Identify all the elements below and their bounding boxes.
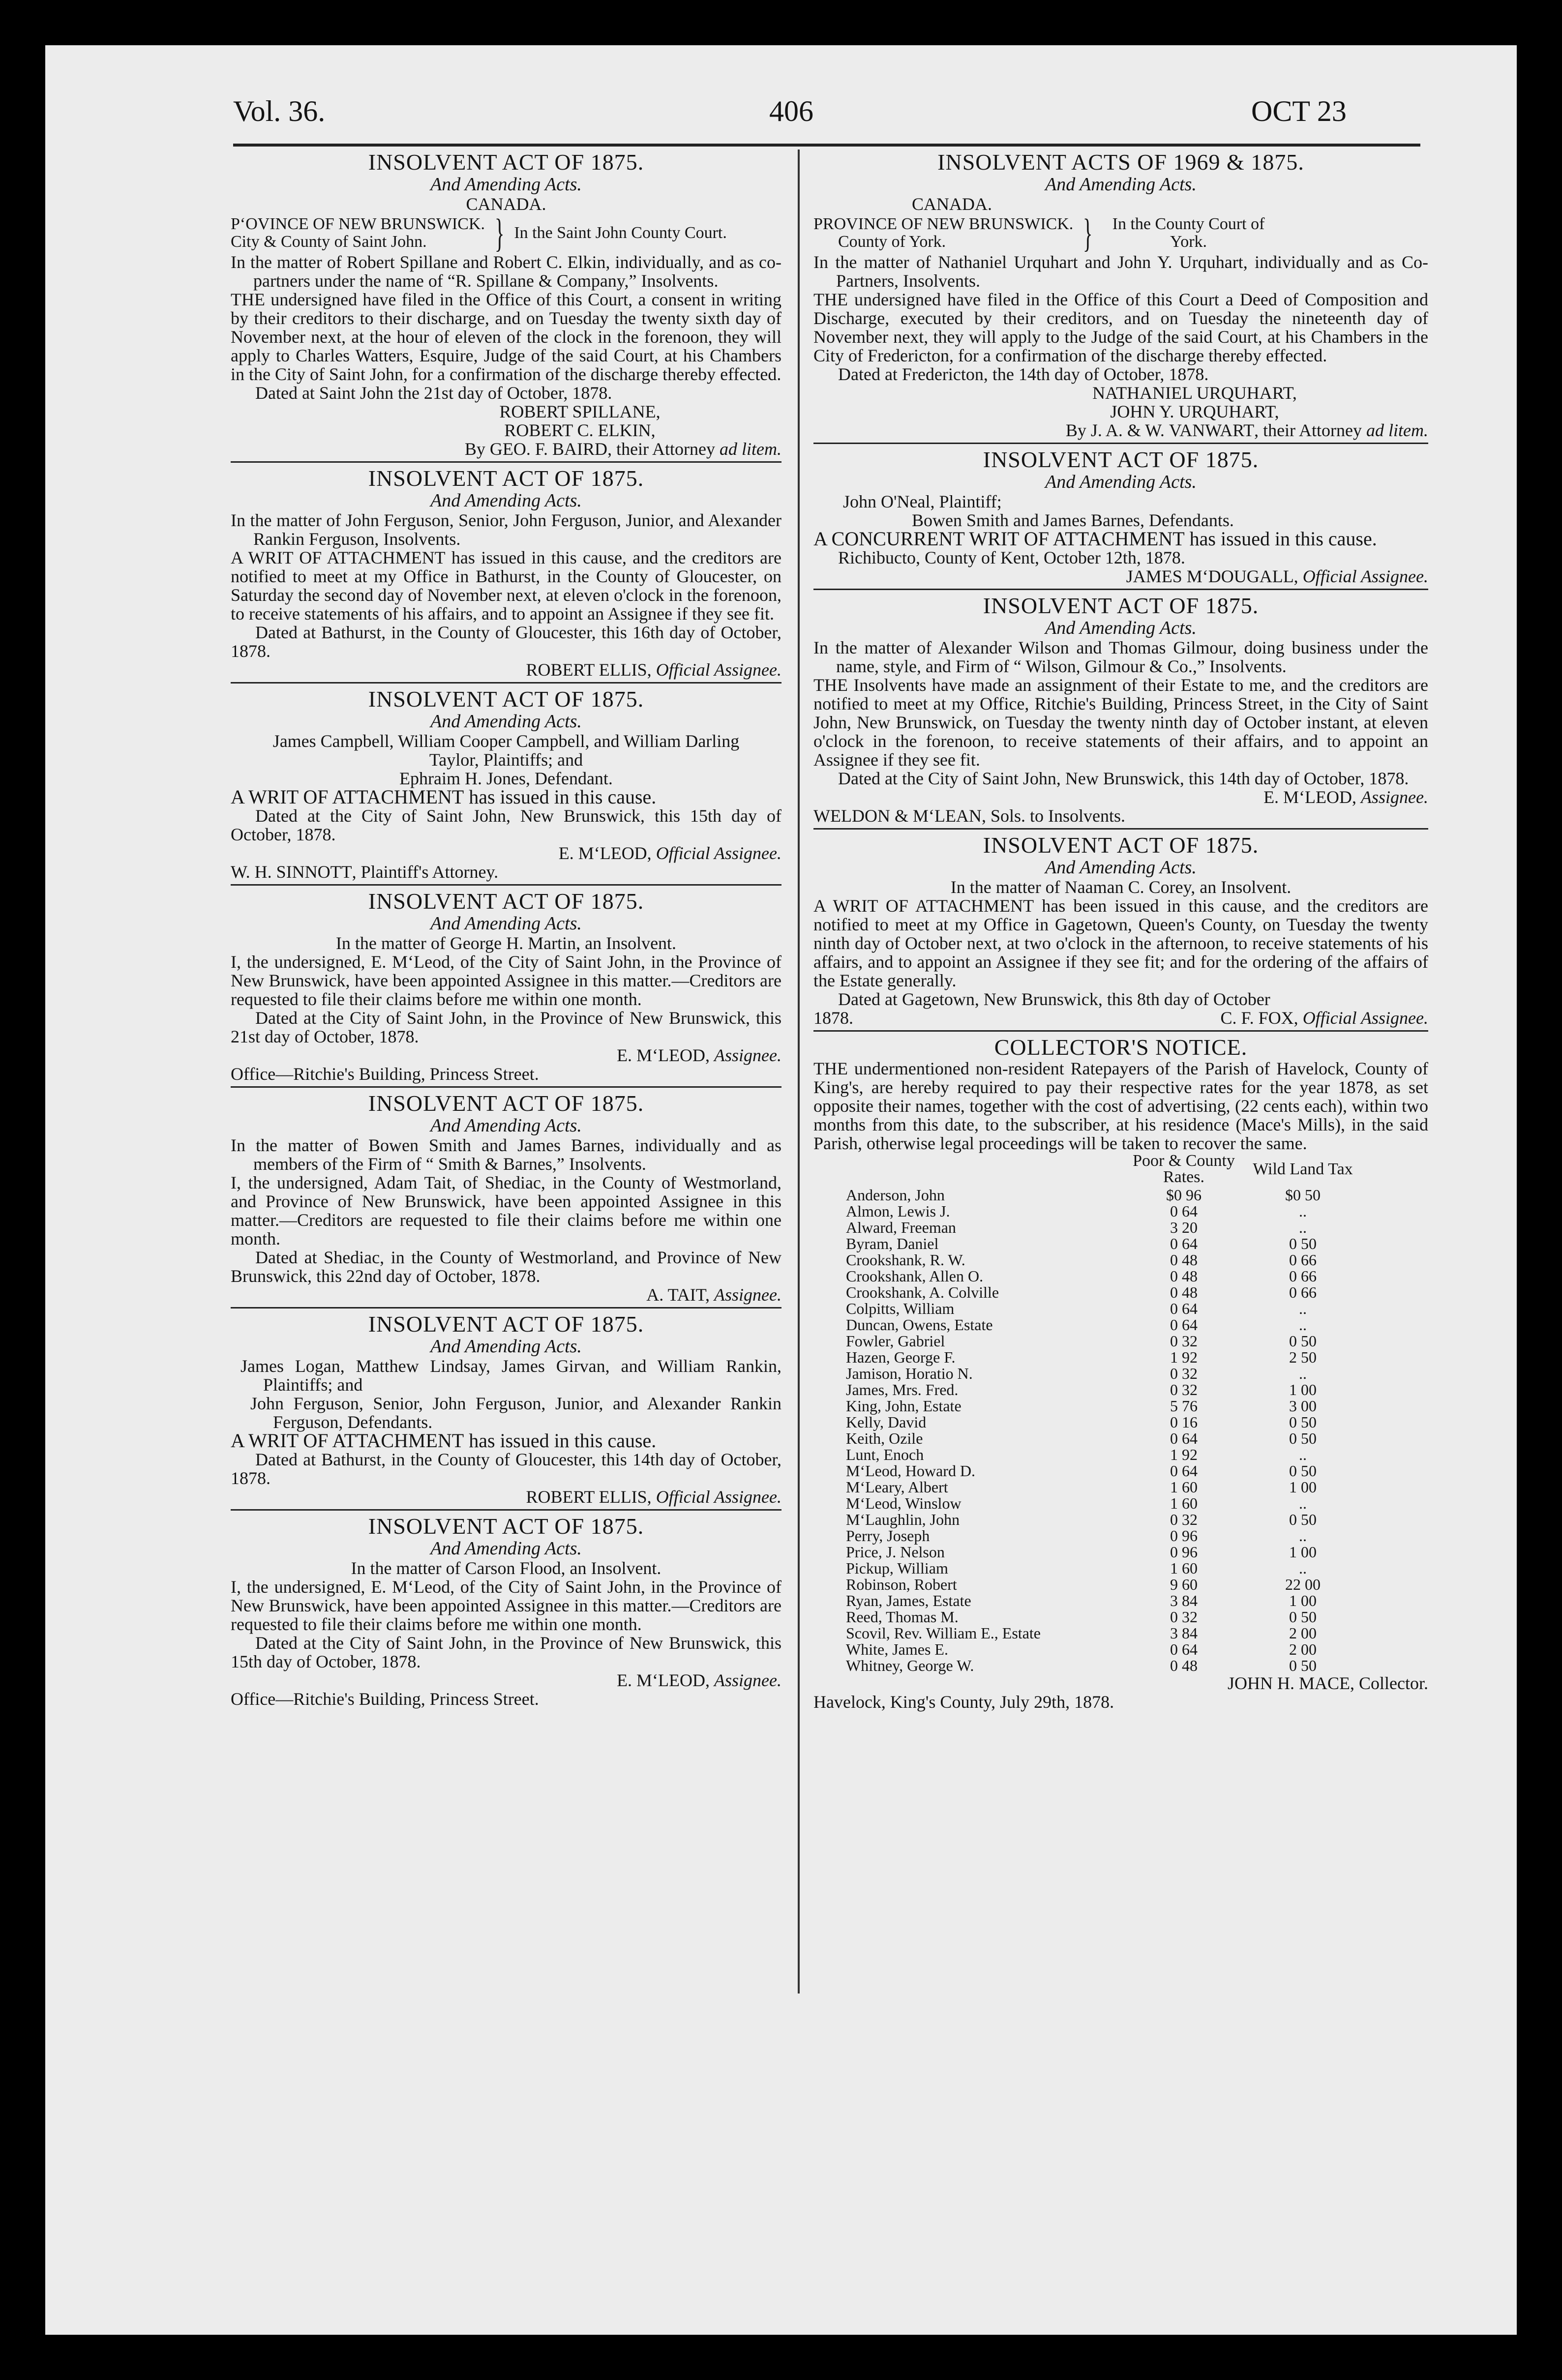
dated-line: Dated at Bathurst, in the County of Gloucester, this 14th day of October, 1878. bbox=[231, 1450, 781, 1488]
collectors-notice bbox=[813, 1030, 1428, 1714]
matter-text: In the matter of Bowen Smith and James Barnes, individually and as members of the Firm of “ Smith & Barnes,” Insolvents. bbox=[231, 1135, 781, 1174]
signer-title: Official Assignee. bbox=[656, 1487, 781, 1507]
table-row bbox=[843, 1479, 1362, 1495]
poor-county-rate: 0 32 bbox=[1170, 1332, 1198, 1350]
notice-smith-barnes bbox=[231, 1086, 781, 1307]
ratepayer-name: Robinson, Robert bbox=[846, 1576, 957, 1593]
poor-county-rate: 5 76 bbox=[1170, 1397, 1198, 1415]
notice-body: THE undersigned have filed in the Office of this Court a Deed of Composition and Discharge, executed by their creditors, and on Tuesday the nineteenth day of November next, they will apply to the Judge of the said Court, at his Chambers in the City of Fredericton, for a confirmation of the discharge thereby effected. bbox=[813, 290, 1428, 365]
wild-land-tax: 2 00 bbox=[1289, 1640, 1317, 1658]
signer-title: Official Assignee. bbox=[1302, 1008, 1428, 1028]
notice-body: THE Insolvents have made an assignment of their Estate to me, and the creditors are notified to meet at my Office, Ritchie's Building, Princess Street, in the City of Saint John, New Brunswick, on Tuesday the twenty ninth day of October instant, at eleven o'clock in the forenoon, to receive statements of their affairs, and to appoint an Assignee if they see fit. bbox=[813, 675, 1428, 770]
table-row bbox=[843, 1528, 1362, 1544]
notice-body: I, the undersigned, Adam Tait, of Shediac, in the County of Westmorland, and Province of New Brunswick, have been appointed Assignee in this matter.—Creditors are requested to file their claims before me within one month. bbox=[231, 1173, 781, 1249]
notice-body bbox=[231, 548, 781, 623]
table-row bbox=[843, 1236, 1362, 1252]
wild-land-tax: 3 00 bbox=[1289, 1397, 1317, 1415]
signature bbox=[231, 1046, 781, 1065]
matter-text: In the matter of Naaman C. Corey, an Insolvent. bbox=[950, 877, 1292, 897]
notice-subtitle: And Amending Acts. bbox=[430, 1336, 582, 1357]
signer: E. M‘LEOD, bbox=[1263, 787, 1361, 807]
poor-county-rate: 0 64 bbox=[1170, 1316, 1198, 1334]
dated-line: Dated at Shediac, in the County of Westmorland, and Province of New Brunswick, this 22nd day of October, 1878. bbox=[231, 1248, 781, 1286]
matter-text: In the matter of Alexander Wilson and Thomas Gilmour, doing business under the name, style, and Firm of “ Wilson, Gilmour & Co.,” Insolvents. bbox=[813, 638, 1428, 676]
wild-land-tax: .. bbox=[1299, 1300, 1307, 1317]
poor-county-rate: 3 20 bbox=[1170, 1219, 1198, 1236]
poor-county-rate: $0 96 bbox=[1166, 1186, 1202, 1204]
wild-land-tax: 0 50 bbox=[1289, 1332, 1317, 1350]
notice-body: I, the undersigned, E. M‘Leod, of the City of Saint John, in the Province of New Brunswick, have been appointed Assignee in this matter.—Creditors are requested to file their claims before me within one month. bbox=[231, 1577, 781, 1634]
by-prefix: By bbox=[464, 439, 490, 459]
parties-text: James Campbell, William Cooper Campbell, and William Darling Taylor, Plaintiffs; and bbox=[272, 731, 740, 770]
signer-title: Assignee. bbox=[714, 1670, 781, 1690]
ratepayer-name: Pickup, William bbox=[846, 1559, 948, 1577]
table-row bbox=[843, 1203, 1362, 1220]
writ-label: A WRIT OF ATTACHMENT bbox=[813, 896, 1034, 916]
notice-subtitle: And Amending Acts. bbox=[1045, 857, 1197, 878]
column-divider bbox=[798, 149, 800, 1993]
notice-body: I, the undersigned, E. M‘Leod, of the City of Saint John, in the Province of New Brunswick, have been appointed Assignee in this matter.—Creditors are requested to file their claims before me within one month. bbox=[231, 952, 781, 1009]
brace-glyph: } bbox=[1083, 210, 1093, 255]
writ-rest: has issued in this cause. bbox=[1184, 528, 1377, 550]
wild-land-tax: 0 66 bbox=[1289, 1283, 1317, 1301]
notice-title: INSOLVENT ACT OF 1875. bbox=[368, 466, 644, 491]
notice-subtitle: And Amending Acts. bbox=[430, 490, 582, 511]
table-row bbox=[843, 1398, 1362, 1414]
attorney-name: W. H. SINNOTT bbox=[231, 862, 352, 882]
ratepayer-name: Crookshank, Allen O. bbox=[846, 1267, 984, 1285]
signer-title: Assignee. bbox=[1361, 787, 1428, 807]
canada-heading: CANADA. bbox=[466, 194, 546, 214]
poor-county-rate: 0 64 bbox=[1170, 1300, 1198, 1317]
poor-county-rate: 3 84 bbox=[1170, 1592, 1198, 1609]
signature: JOHN Y. URQUHART, bbox=[1110, 402, 1279, 421]
ratepayer-name: Perry, Joseph bbox=[846, 1527, 930, 1545]
signature: NATHANIEL URQUHART, bbox=[1092, 383, 1297, 403]
wild-land-tax: 0 50 bbox=[1289, 1429, 1317, 1447]
attorney-name: GEO. F. BAIRD bbox=[489, 439, 608, 459]
wild-land-tax: .. bbox=[1299, 1494, 1307, 1512]
signer: ROBERT ELLIS, bbox=[526, 660, 656, 680]
wild-land-tax: 0 50 bbox=[1289, 1235, 1317, 1252]
dated-line: Dated at Saint John the 21st day of October, 1878. bbox=[255, 383, 612, 403]
court-county: York. bbox=[1170, 233, 1207, 251]
ratepayer-name: Colpitts, William bbox=[846, 1300, 955, 1317]
matter-text: In the matter of Nathaniel Urquhart and John Y. Urquhart, individually and as Co-Partners, Insolvents. bbox=[813, 252, 1428, 291]
ratepayer-name: Fowler, Gabriel bbox=[846, 1332, 945, 1350]
ratepayer-name: Reed, Thomas M. bbox=[846, 1608, 959, 1626]
wild-land-tax: .. bbox=[1299, 1559, 1307, 1577]
notice-title: INSOLVENT ACTS OF 1969 & 1875. bbox=[937, 149, 1304, 175]
poor-county-rate: 1 60 bbox=[1170, 1494, 1198, 1512]
office-line: Office—Ritchie's Building, Princess Street. bbox=[231, 1064, 539, 1084]
defendants-text: John Ferguson, Senior, John Ferguson, Junior, and Alexander Rankin Ferguson, Defendants. bbox=[250, 1394, 781, 1432]
table-row bbox=[843, 1333, 1362, 1349]
signer-title: Official Assignee. bbox=[1302, 566, 1428, 586]
ratepayer-name: Whitney, George W. bbox=[846, 1657, 974, 1674]
county-line: County of York. bbox=[838, 233, 946, 251]
ratepayer-name: Crookshank, R. W. bbox=[846, 1251, 965, 1269]
body-text: has issued in this cause, and the creditors are notified to meet at my Office in Bathurst, in the County of Gloucester, on Saturday the second day of November next, at eleven o'clock in the forenoon, to receive statements of his affairs, and to appoint an Assignee if they see fit. bbox=[231, 548, 781, 624]
notice-urquhart bbox=[813, 150, 1428, 443]
signer-title: Assignee. bbox=[714, 1285, 781, 1305]
collector-signature: JOHN H. MACE, Collector. bbox=[1228, 1673, 1428, 1693]
dated-signature-row bbox=[813, 1009, 1428, 1027]
ratepayer-name: Hazen, George F. bbox=[846, 1348, 956, 1366]
wild-land-tax: 0 66 bbox=[1289, 1267, 1317, 1285]
ratepayer-name: Duncan, Owens, Estate bbox=[846, 1316, 993, 1334]
wild-land-tax: 0 50 bbox=[1289, 1511, 1317, 1528]
ratepayer-name: Scovil, Rev. William E., Estate bbox=[846, 1624, 1041, 1642]
volume-number: Vol. 36. bbox=[233, 95, 326, 127]
dated-line: Dated at the City of Saint John, New Brunswick, this 14th day of October, 1878. bbox=[838, 769, 1409, 788]
notice-body: THE undersigned have filed in the Office of this Court, a consent in writing by their creditors to their discharge, and on Tuesday the twenty sixth day of November next, at the hour of eleven of the clock in the forenoon, they will apply to Charles Watters, Esquire, Judge of the said Court, at his Chambers in the City of Saint John, for a confirmation of the discharge thereby effected. bbox=[231, 290, 781, 384]
header-rule bbox=[233, 144, 1420, 147]
poor-county-rate: 1 92 bbox=[1170, 1348, 1198, 1366]
dated-line: Dated at the City of Saint John, in the Province of New Brunswick, this 21st day of October, 1878. bbox=[231, 1008, 781, 1046]
wild-land-tax: 1 00 bbox=[1289, 1592, 1317, 1609]
wild-land-tax: .. bbox=[1299, 1365, 1307, 1382]
signer: E. M‘LEOD, bbox=[558, 843, 656, 863]
table-header bbox=[843, 1153, 1362, 1187]
notice-flood bbox=[231, 1509, 781, 1711]
poor-county-rate: 0 48 bbox=[1170, 1251, 1198, 1269]
signature: ROBERT C. ELKIN, bbox=[504, 420, 656, 440]
notice-spillane-elkin bbox=[231, 150, 781, 461]
ratepayer-name: White, James E. bbox=[846, 1640, 948, 1658]
writ-line bbox=[813, 530, 1428, 548]
table-row bbox=[843, 1317, 1362, 1333]
poor-county-rate: 0 64 bbox=[1170, 1429, 1198, 1447]
table-row bbox=[843, 1658, 1362, 1674]
wild-land-tax: .. bbox=[1299, 1202, 1307, 1220]
attorney-line bbox=[813, 421, 1428, 440]
poor-county-rate: 1 92 bbox=[1170, 1446, 1198, 1463]
table-row bbox=[843, 1495, 1362, 1512]
ratepayer-name: Jamison, Horatio N. bbox=[846, 1365, 973, 1382]
defendants-text: Bowen Smith and James Barnes, Defendants. bbox=[912, 510, 1234, 530]
wild-land-tax: 0 50 bbox=[1289, 1608, 1317, 1626]
attorney-line bbox=[231, 863, 781, 881]
poor-county-rate: 0 32 bbox=[1170, 1511, 1198, 1528]
poor-county-rate: 1 60 bbox=[1170, 1559, 1198, 1577]
notice-title: INSOLVENT ACT OF 1875. bbox=[983, 447, 1259, 472]
attorney-name: VANWART bbox=[1169, 420, 1255, 440]
writ-label: A CONCURRENT WRIT OF ATTACHMENT bbox=[813, 528, 1185, 550]
writ-line bbox=[231, 1431, 781, 1450]
wild-land-tax: .. bbox=[1299, 1527, 1307, 1545]
attorney-role: , their Attorney bbox=[1254, 420, 1367, 440]
wild-land-tax: 1 00 bbox=[1289, 1381, 1317, 1398]
dated-line: Dated at Fredericton, the 14th day of October, 1878. bbox=[838, 364, 1209, 384]
signature bbox=[813, 567, 1428, 586]
signer: JAMES M‘DOUGALL, bbox=[1126, 566, 1303, 586]
table-row bbox=[843, 1284, 1362, 1301]
brace-glyph: } bbox=[494, 210, 505, 255]
dated-year: 1878. bbox=[813, 1008, 853, 1028]
ratepayer-name: M‘Leod, Winslow bbox=[846, 1494, 961, 1512]
table-row bbox=[843, 1349, 1362, 1366]
table-row bbox=[843, 1577, 1362, 1593]
notice-subtitle: And Amending Acts. bbox=[1045, 472, 1197, 492]
ratepayer-name: King, John, Estate bbox=[846, 1397, 961, 1415]
poor-county-rate: 0 16 bbox=[1170, 1413, 1198, 1431]
name-column-header bbox=[843, 1153, 1124, 1187]
signature bbox=[231, 1488, 781, 1506]
notice-title: INSOLVENT ACT OF 1875. bbox=[368, 889, 644, 914]
signer: E. M‘LEOD, bbox=[617, 1045, 715, 1065]
table-row bbox=[843, 1625, 1362, 1641]
poor-county-rate: 0 96 bbox=[1170, 1543, 1198, 1561]
ratepayer-name: Crookshank, A. Colville bbox=[846, 1283, 999, 1301]
defendant-text: Ephraim H. Jones, Defendant. bbox=[399, 769, 613, 788]
writ-label: A WRIT OF ATTACHMENT bbox=[231, 548, 446, 567]
wild-land-tax: .. bbox=[1299, 1316, 1307, 1334]
dated-line: Dated at the City of Saint John, New Brunswick, this 15th day of October, 1878. bbox=[231, 806, 781, 844]
province-line: PROVINCE OF NEW BRUNSWICK. bbox=[813, 215, 1074, 233]
dated-line: Dated at Bathurst, in the County of Gloucester, this 16th day of October, 1878. bbox=[231, 623, 781, 661]
poor-county-rate: 9 60 bbox=[1170, 1576, 1198, 1593]
writ-label: A WRIT OF ATTACHMENT bbox=[231, 1429, 464, 1452]
ratepayer-name: M‘Leod, Howard D. bbox=[846, 1462, 976, 1480]
signature bbox=[231, 660, 781, 679]
signer-title: Official Assignee. bbox=[656, 660, 781, 680]
poor-county-rate: 0 48 bbox=[1170, 1657, 1198, 1674]
table-row bbox=[843, 1252, 1362, 1268]
notice-subtitle: And Amending Acts. bbox=[1045, 618, 1197, 638]
table-row bbox=[843, 1301, 1362, 1317]
ratepayer-name: Keith, Ozile bbox=[846, 1429, 923, 1447]
notice-ferguson bbox=[231, 461, 781, 682]
notice-subtitle: And Amending Acts. bbox=[430, 1115, 582, 1136]
wild-land-tax: 0 50 bbox=[1289, 1657, 1317, 1674]
solicitors-line bbox=[813, 806, 1428, 825]
wild-land-tax: 0 50 bbox=[1289, 1413, 1317, 1431]
ratepayer-name: Byram, Daniel bbox=[846, 1235, 939, 1252]
wild-land-tax: 1 00 bbox=[1289, 1478, 1317, 1496]
ad-litem: ad litem. bbox=[1366, 420, 1428, 440]
notice-title: INSOLVENT ACT OF 1875. bbox=[983, 593, 1259, 618]
signature bbox=[1221, 1009, 1428, 1027]
province-brace bbox=[813, 210, 1428, 255]
signer: A. TAIT, bbox=[646, 1285, 715, 1305]
matter-text: In the matter of John Ferguson, Senior, John Ferguson, Junior, and Alexander Rankin Ferguson, Insolvents. bbox=[231, 510, 781, 549]
table-row bbox=[843, 1366, 1362, 1382]
matter-text: In the matter of Robert Spillane and Robert C. Elkin, individually, and as co-partners under the name of “R. Spillane & Company,” Insolvents. bbox=[231, 252, 781, 291]
notice-martin bbox=[231, 884, 781, 1086]
signer: E. M‘LEOD, bbox=[617, 1670, 715, 1690]
matter-text: In the matter of George H. Martin, an Insolvent. bbox=[335, 933, 677, 953]
table-row bbox=[843, 1268, 1362, 1284]
signer-title: Assignee. bbox=[714, 1045, 781, 1065]
wild-land-header: Wild Land Tax bbox=[1253, 1160, 1353, 1178]
poor-county-rate: 0 48 bbox=[1170, 1283, 1198, 1301]
table-row bbox=[843, 1512, 1362, 1528]
left-column bbox=[231, 150, 781, 1711]
poor-county-rate: 3 84 bbox=[1170, 1624, 1198, 1642]
signer: C. F. FOX, bbox=[1220, 1008, 1303, 1028]
parties-text: James Logan, Matthew Lindsay, James Girvan, and William Rankin, Plaintiffs; and bbox=[240, 1356, 781, 1395]
ratepayer-name: Anderson, John bbox=[846, 1186, 945, 1204]
wild-land-tax: 2 50 bbox=[1289, 1348, 1317, 1366]
writ-rest: has issued in this cause. bbox=[464, 1429, 657, 1452]
matter-text: In the matter of Carson Flood, an Insolvent. bbox=[351, 1558, 661, 1578]
notice-campbell bbox=[231, 682, 781, 884]
writ-rest: has issued in this cause. bbox=[464, 786, 657, 808]
gazette-page bbox=[45, 45, 1517, 2335]
ratepayer-name: M‘Leary, Albert bbox=[846, 1478, 948, 1496]
wild-land-tax: $0 50 bbox=[1285, 1186, 1321, 1204]
ratepayer-name: James, Mrs. Fred. bbox=[846, 1381, 959, 1398]
court-name: In the Saint John County Court. bbox=[514, 224, 727, 242]
notice-title: INSOLVENT ACT OF 1875. bbox=[368, 686, 644, 712]
notice-wilson-gilmour bbox=[813, 589, 1428, 828]
signature bbox=[231, 1671, 781, 1690]
signature: ROBERT SPILLANE, bbox=[499, 402, 661, 421]
poor-county-rate: 1 60 bbox=[1170, 1478, 1198, 1496]
notice-body bbox=[813, 896, 1428, 990]
notice-body: THE undermentioned non-resident Ratepayers of the Parish of Havelock, County of King's, are hereby required to pay their respective rates for the year 1878, as set opposite their names, together with the cost of advertising, (22 cents each), within two months from this date, to the subscriber, at his residence (Mace's Mills), in the said Parish, otherwise legal proceedings will be taken to recover the same. bbox=[813, 1059, 1428, 1153]
poor-county-rate: 0 64 bbox=[1170, 1202, 1198, 1220]
province-line: PʻOVINCE OF NEW BRUNSWICK. bbox=[231, 215, 485, 233]
notice-title: INSOLVENT ACT OF 1875. bbox=[983, 833, 1259, 858]
notice-title: INSOLVENT ACT OF 1875. bbox=[368, 1311, 644, 1337]
table-row bbox=[843, 1220, 1362, 1236]
page-number: 406 bbox=[769, 95, 813, 127]
notice-title: INSOLVENT ACT OF 1875. bbox=[368, 1091, 644, 1116]
collector-footer: Havelock, King's County, July 29th, 1878. bbox=[813, 1692, 1114, 1712]
table-row bbox=[843, 1414, 1362, 1430]
ratepayer-name: Ryan, James, Estate bbox=[846, 1592, 971, 1609]
poor-county-rate: 0 32 bbox=[1170, 1365, 1198, 1382]
notice-subtitle: And Amending Acts. bbox=[430, 711, 582, 732]
ratepayer-name: Lunt, Enoch bbox=[846, 1446, 924, 1463]
wild-land-tax: .. bbox=[1299, 1446, 1307, 1463]
notice-title: COLLECTOR'S NOTICE. bbox=[994, 1035, 1248, 1060]
ratepayers-body bbox=[843, 1187, 1362, 1674]
attorney-line bbox=[231, 440, 781, 458]
canada-heading: CANADA. bbox=[912, 194, 992, 214]
notice-subtitle: And Amending Acts. bbox=[430, 913, 582, 934]
signature bbox=[231, 844, 781, 863]
table-row bbox=[843, 1382, 1362, 1398]
table-row bbox=[843, 1609, 1362, 1625]
province-brace bbox=[231, 210, 781, 255]
signature bbox=[813, 788, 1428, 806]
table-row bbox=[843, 1430, 1362, 1447]
ratepayer-name: Almon, Lewis J. bbox=[846, 1202, 950, 1220]
notice-corey bbox=[813, 828, 1428, 1030]
issue-date: OCT 23 bbox=[1251, 95, 1347, 127]
wild-land-tax: 1 00 bbox=[1289, 1543, 1317, 1561]
signer-title: Official Assignee. bbox=[656, 843, 781, 863]
dated-line: Richibucto, County of Kent, October 12th, 1878. bbox=[838, 548, 1185, 567]
by-prefix: By J. A. & W. bbox=[1065, 420, 1169, 440]
right-column bbox=[813, 150, 1428, 1714]
ratepayer-name: Alward, Freeman bbox=[846, 1219, 956, 1236]
poor-county-rate: 0 64 bbox=[1170, 1235, 1198, 1252]
notice-logan bbox=[231, 1307, 781, 1509]
ratepayer-name: Kelly, David bbox=[846, 1413, 927, 1431]
notice-subtitle: And Amending Acts. bbox=[430, 174, 582, 195]
poor-county-rate: 0 48 bbox=[1170, 1267, 1198, 1285]
ad-litem: ad litem. bbox=[720, 439, 781, 459]
office-line: Office—Ritchie's Building, Princess Street. bbox=[231, 1689, 539, 1709]
wild-land-tax: 0 50 bbox=[1289, 1462, 1317, 1480]
poor-county-rate: 0 32 bbox=[1170, 1608, 1198, 1626]
ratepayer-name: M‘Laughlin, John bbox=[846, 1511, 960, 1528]
wild-land-tax: 2 00 bbox=[1289, 1624, 1317, 1642]
ratepayer-name: Price, J. Nelson bbox=[846, 1543, 945, 1561]
notice-subtitle: And Amending Acts. bbox=[1045, 174, 1197, 195]
table-row bbox=[843, 1641, 1362, 1658]
table-row bbox=[843, 1463, 1362, 1479]
wild-land-tax: 0 66 bbox=[1289, 1251, 1317, 1269]
poor-county-rate: 0 64 bbox=[1170, 1640, 1198, 1658]
solicitors-name: WELDON & M‘LEAN bbox=[813, 806, 982, 826]
table-row bbox=[843, 1447, 1362, 1463]
writ-label: A WRIT OF ATTACHMENT bbox=[231, 786, 464, 808]
poor-county-rate: 0 96 bbox=[1170, 1527, 1198, 1545]
writ-line bbox=[231, 788, 781, 806]
court-name: In the County Court of bbox=[1112, 215, 1265, 233]
body-text: has been issued in this cause, and the creditors are notified to meet at my Office in Gagetown, Queen's County, on Tuesday the twenty ninth day of October next, at two o'clock in the afternoon, to receive statements of his affairs, and to appoint an Assignee if they see fit; and for the ordering of the affairs of the Estate generally. bbox=[813, 896, 1428, 990]
poor-county-rate: 0 32 bbox=[1170, 1381, 1198, 1398]
attorney-role: , their Attorney bbox=[607, 439, 720, 459]
signature bbox=[231, 1285, 781, 1304]
table-row bbox=[843, 1544, 1362, 1560]
ratepayers-table bbox=[843, 1153, 1362, 1674]
notice-title: INSOLVENT ACT OF 1875. bbox=[368, 149, 644, 175]
notice-title: INSOLVENT ACT OF 1875. bbox=[368, 1514, 644, 1539]
signer: ROBERT ELLIS, bbox=[526, 1487, 656, 1507]
solicitors-role: , Sols. to Insolvents. bbox=[981, 806, 1125, 826]
wild-land-tax: .. bbox=[1299, 1219, 1307, 1236]
county-line: City & County of Saint John. bbox=[231, 233, 427, 251]
dated-line: Dated at the City of Saint John, in the Province of New Brunswick, this 15th day of October, 1878. bbox=[231, 1633, 781, 1671]
wild-land-tax: 22 00 bbox=[1285, 1576, 1321, 1593]
table-row bbox=[843, 1560, 1362, 1577]
table-row bbox=[843, 1593, 1362, 1609]
table-row bbox=[843, 1187, 1362, 1203]
attorney-role: , Plaintiff's Attorney. bbox=[352, 862, 499, 882]
notice-oneal bbox=[813, 443, 1428, 589]
poor-rates-header: Poor & County Rates. bbox=[1133, 1152, 1235, 1186]
dated-line: Dated at Gagetown, New Brunswick, this 8th day of October bbox=[838, 989, 1270, 1009]
notice-subtitle: And Amending Acts. bbox=[430, 1538, 582, 1559]
plaintiff-text: John O'Neal, Plaintiff; bbox=[843, 492, 1002, 511]
poor-county-rate: 0 64 bbox=[1170, 1462, 1198, 1480]
page-header bbox=[45, 45, 1517, 134]
